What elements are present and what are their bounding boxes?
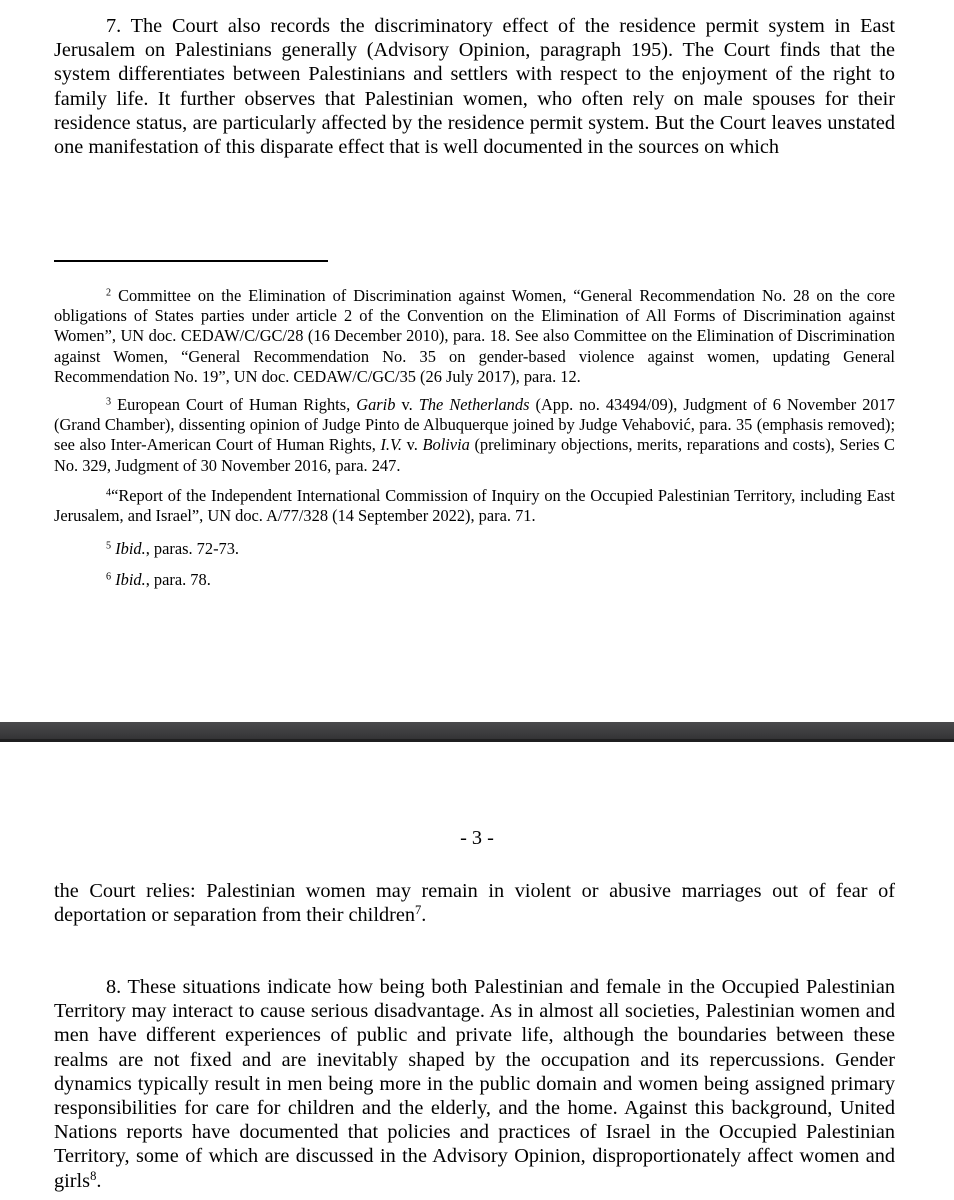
paragraph-8-text: 8. These situations indicate how being both Palestinian and female in the Occupied Palestinian Territory may interact to cause serious disadvantage. As in almost all societies, Palestinian women and men have different experiences of public and private life, although the boundaries between these realms are not fixed and are inevitably shaped by the occupation and its repercussions. Gender dynamics typically result in men being more in the public domain and women being assigned primary responsibilities for care for children and the elderly, and the home. Against this background, United Nations reports have documented that policies and practices of Israel in the Occupied Palestinian Territory, some of which are discussed in the Advisory Opinion, disproportionately affect women and girls [54,976,895,1192]
footnote-6-number: 6 [106,571,112,583]
footnote-4 [54,486,895,526]
page-break-shadow [0,739,954,742]
footnote-3-text-e: (preliminary objections, merits, reparations and costs), Series C No. 329, Judgment of 30 November 2016, para. 247. [54,435,895,475]
footnote-3-number: 3 [106,396,112,408]
footnote-6-text: , para. 78. [145,570,211,589]
footnote-6-ibid: Ibid. [115,570,146,589]
footnote-2-text: Committee on the Elimination of Discrimination against Women, “General Recommendation No. 28 on the core obligations of States parties under article 2 of the Convention on the Elimination of All Forms of Discrimination against Women”, UN doc. CEDAW/C/GC/28 (16 December 2010), para. 18. See also Committee on the Elimination of Discrimination against Women, “General Recommendation No. 35 on gender-based violence against women, updating General Recommendation No. 19”, UN doc. CEDAW/C/GC/35 (26 July 2017), para. 12. [54,286,895,386]
footnote-5 [54,539,895,559]
footnote-3 [54,395,895,476]
footnote-5-text: , paras. 72-73. [145,539,240,558]
footnote-3-text-c: (App. no. 43494/09), Judgment of 6 November 2017 (Grand Chamber), dissenting opinion of Judge Pinto de Albuquerque joined by Judge Vehabović, para. 35 (emphasis removed); see also Inter-American Court of Human Rights, [54,395,896,455]
footnote-4-number: 4 [106,487,112,499]
footnote-4-text: “Report of the Independent International Commission of Inquiry on the Occupied Palestinian Territory, including East Jerusalem, and Israel”, UN doc. A/77/328 (14 September 2022), para. 71. [54,486,895,526]
footnote-3-case-netherlands: The Netherlands [418,395,530,414]
continuation-text: the Court relies: Palestinian women may remain in violent or abusive marriages out of fear of deportation or separation from their children [54,880,895,927]
footnote-5-ibid: Ibid. [115,539,146,558]
footnote-2 [54,286,895,387]
footnote-5-number: 5 [106,540,112,552]
footnote-3-text-b: v. [395,395,419,414]
footnote-3-case-garib: Garib [356,395,396,414]
footnote-ref-7[interactable]: 7 [415,903,422,918]
footnote-6 [54,570,895,590]
footnote-3-text-a: European Court of Human Rights, [117,395,357,414]
footnote-ref-8[interactable]: 8 [90,1168,97,1183]
page-number: - 3 - [460,827,494,849]
page-break-separator [0,722,954,742]
paragraph-7-continuation [54,879,895,927]
footnote-separator-rule [54,260,328,262]
paragraph-8 [54,975,895,1193]
footnote-2-number: 2 [106,287,112,299]
footnote-3-text-d: v. [402,435,423,455]
paragraph-8-end: . [96,1169,102,1192]
footnote-3-case-bolivia: Bolivia [422,435,470,455]
paragraph-7 [54,14,895,159]
footnote-3-case-iv: I.V. [380,435,403,455]
paragraph-7-text: 7. The Court also records the discriminatory effect of the residence permit system in East Jerusalem on Palestinians generally (Advisory Opinion, paragraph 195). The Court finds that the system differentiates between Palestinians and settlers with respect to the enjoyment of the right to family life. It further observes that Palestinian women, who often rely on male spouses for their residence status, are particularly affected by the residence permit system. But the Court leaves unstated one manifestation of this disparate effect that is well documented in the sources on which [54,15,895,159]
continuation-end: . [421,904,427,927]
